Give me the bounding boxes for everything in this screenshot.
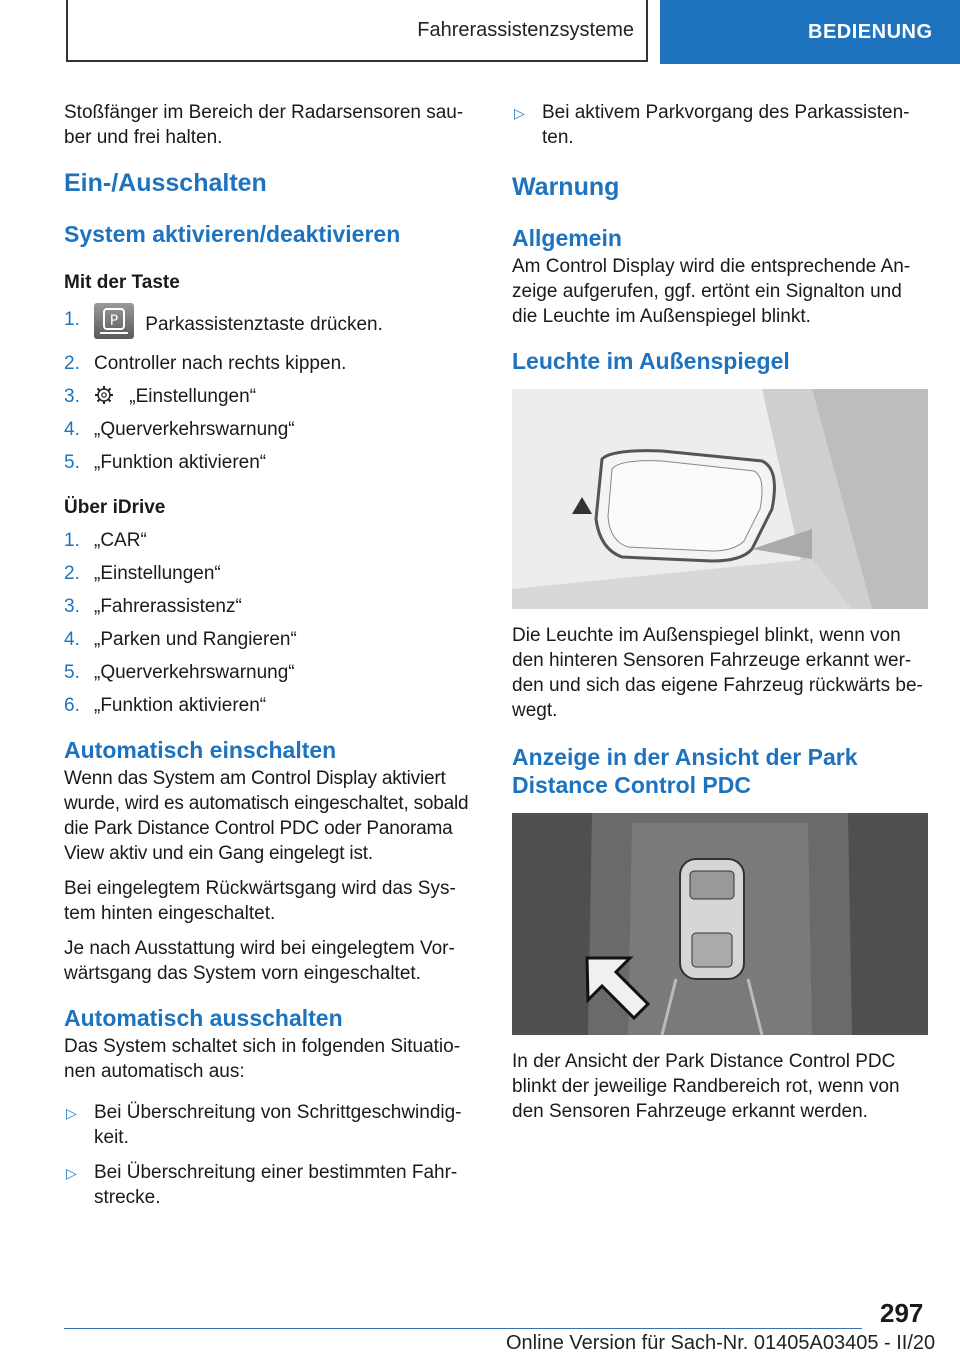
list-item xyxy=(64,384,482,409)
list-item xyxy=(512,100,930,150)
list-item xyxy=(64,417,482,442)
step-text: „Einstellungen“ xyxy=(94,563,221,584)
step-text: „Einstellungen“ xyxy=(129,386,257,407)
auto-on-paragraph-3: Je nach Ausstattung wird bei eingelegtem Vor-wärtsgang das System vorn eingeschaltet. xyxy=(64,938,455,984)
mirror-paragraph: Die Leuchte im Außenspiegel blinkt, wenn von den hinteren Sensoren Fahrzeuge erkannt wer-den und sich das eigene Fahrzeug rückwärts be-wegt. xyxy=(512,625,923,721)
list-item xyxy=(64,351,482,376)
step-number: 2. xyxy=(64,563,80,584)
list-item xyxy=(64,627,482,652)
triangle-bullet-icon: ▷ xyxy=(66,1165,77,1181)
step-text: „CAR“ xyxy=(94,530,147,551)
list-item xyxy=(64,528,482,553)
list-item xyxy=(64,307,482,343)
step-number: 4. xyxy=(64,419,80,440)
list-item xyxy=(64,450,482,475)
pdc-view-image xyxy=(512,813,928,1035)
step-text: „Funktion aktivieren“ xyxy=(94,452,267,473)
gear-icon xyxy=(94,384,124,409)
list-item-text: Bei aktivem Parkvorgang des Parkassisten-ten. xyxy=(542,102,910,148)
header-section-title: Fahrerassistenzsysteme xyxy=(417,18,634,41)
header-chapter-title: BEDIENUNG xyxy=(808,20,933,43)
general-paragraph: Am Control Display wird die entsprechende An-zeige aufgerufen, ggf. ertönt ein Signalton und die Leuchte im Außenspiegel blinkt. xyxy=(512,256,911,327)
intro-paragraph: Stoßfänger im Bereich der Radarsensoren sau-ber und frei halten. xyxy=(64,102,464,148)
step-number: 1. xyxy=(64,309,80,330)
heading-automatisch-ausschalten: Automatisch ausschalten xyxy=(64,1005,343,1031)
step-number: 5. xyxy=(64,662,80,683)
list-item xyxy=(64,594,482,619)
step-text: „Fahrerassistenz“ xyxy=(94,596,242,617)
list-item-text: Bei Überschreitung von Schrittgeschwindig-keit. xyxy=(94,1102,462,1148)
right-column xyxy=(512,100,930,1134)
auto-on-paragraph-2: Bei eingelegtem Rückwärtsgang wird das Sys-tem hinten eingeschaltet. xyxy=(64,878,456,924)
subheading-mit-der-taste: Mit der Taste xyxy=(64,272,180,293)
svg-text:P: P xyxy=(109,313,119,329)
auto-off-paragraph: Das System schaltet sich in folgenden Situatio-nen automatisch aus: xyxy=(64,1036,461,1082)
step-text: „Funktion aktivieren“ xyxy=(94,695,267,716)
list-item xyxy=(64,660,482,685)
heading-automatisch-einschalten: Automatisch einschalten xyxy=(64,737,337,763)
triangle-bullet-icon: ▷ xyxy=(66,1105,77,1121)
idrive-steps-list xyxy=(64,528,482,718)
step-number: 1. xyxy=(64,530,80,551)
mirror-image xyxy=(512,389,928,609)
subheading-ueber-idrive: Über iDrive xyxy=(64,497,166,518)
top-list xyxy=(512,100,930,150)
taste-steps-list xyxy=(64,307,482,475)
auto-on-paragraph-1: Wenn das System am Control Display aktiviert wurde, wird es automatisch eingeschaltet, sobald die Park Distance Control PDC oder Panorama View aktiv und ein Gang eingelegt ist. xyxy=(64,768,469,864)
step-number: 5. xyxy=(64,452,80,473)
list-item xyxy=(64,1100,482,1150)
page-number: 297 xyxy=(880,1298,924,1328)
triangle-bullet-icon: ▷ xyxy=(514,105,525,121)
header-chapter-tab xyxy=(660,0,960,64)
heading-leuchte-aussenspiegel: Leuchte im Außenspiegel xyxy=(512,348,790,374)
header-section-box xyxy=(66,0,648,62)
list-item xyxy=(64,1160,482,1210)
auto-off-list xyxy=(64,1100,482,1210)
step-number: 6. xyxy=(64,695,80,716)
step-text: „Querverkehrswarnung“ xyxy=(94,419,295,440)
step-number: 2. xyxy=(64,353,80,374)
footer-divider xyxy=(64,1328,862,1329)
footer-online-version: Online Version für Sach-Nr. 01405A03405 - II/20 xyxy=(506,1332,936,1354)
step-text: Parkassistenztaste drücken. xyxy=(145,314,383,336)
step-text: Controller nach rechts kippen. xyxy=(94,353,347,374)
heading-warnung: Warnung xyxy=(512,173,620,201)
step-text: „Querverkehrswarnung“ xyxy=(94,662,295,683)
step-number: 3. xyxy=(64,596,80,617)
list-item-text: Bei Überschreitung einer bestimmten Fahr-strecke. xyxy=(94,1162,458,1208)
step-number: 3. xyxy=(64,386,80,407)
step-text: „Parken und Rangieren“ xyxy=(94,629,297,650)
left-column xyxy=(64,100,482,1220)
park-assist-button-icon xyxy=(94,303,134,339)
step-number: 4. xyxy=(64,629,80,650)
list-item xyxy=(64,693,482,718)
heading-ein-ausschalten: Ein-/Ausschalten xyxy=(64,169,267,197)
heading-pdc-ansicht: Anzeige in der Ansicht der Park Distance Control PDC xyxy=(512,744,858,798)
pdc-paragraph: In der Ansicht der Park Distance Control PDC blinkt der jeweilige Randbereich rot, wenn von den Sensoren Fahrzeuge erkannt werden. xyxy=(512,1051,900,1122)
list-item xyxy=(64,561,482,586)
heading-system-aktivieren: System aktivieren/deaktivieren xyxy=(64,221,401,247)
heading-allgemein: Allgemein xyxy=(512,225,622,251)
